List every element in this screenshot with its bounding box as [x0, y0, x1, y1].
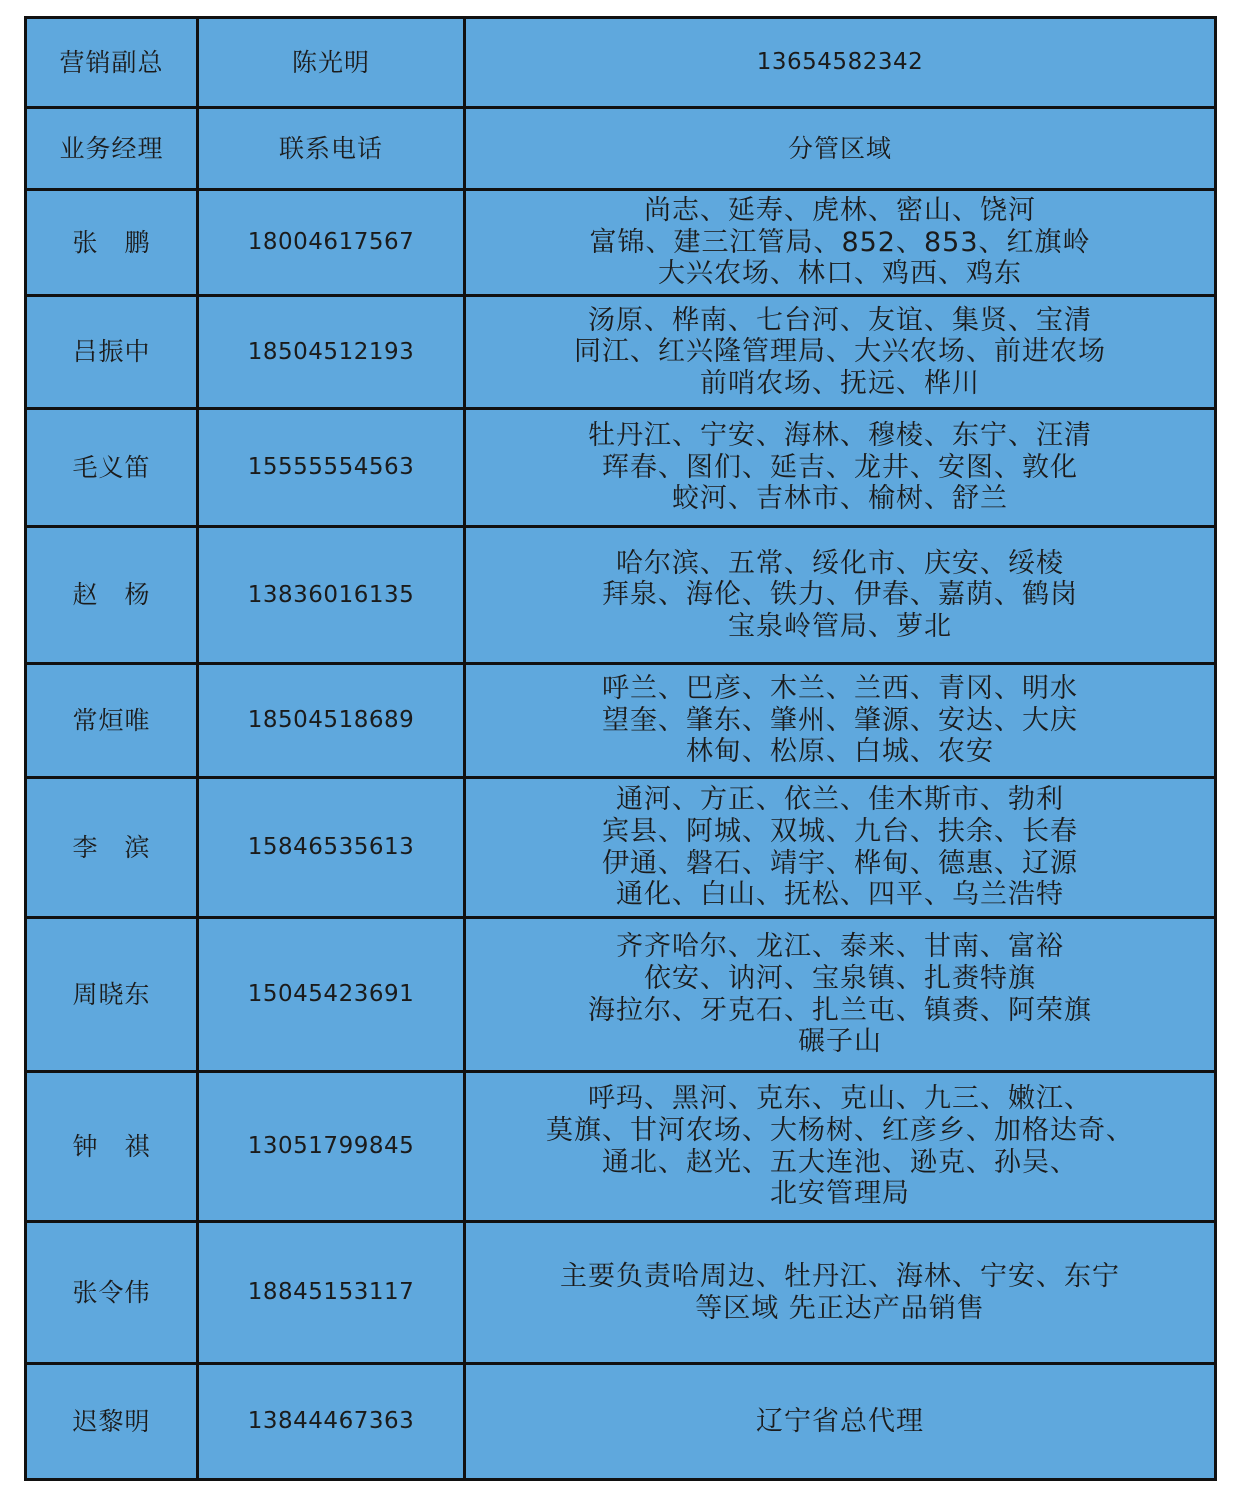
manager-name: 毛义笛: [26, 409, 198, 527]
region-line: 宾县、阿城、双城、九台、扶余、长春: [602, 815, 1078, 847]
region-line: 哈尔滨、五常、绥化市、庆安、绥棱: [616, 547, 1064, 579]
column-header-phone: 联系电话: [198, 108, 465, 190]
region-cell: [465, 664, 1216, 778]
region-line: 主要负责哈周边、牡丹江、海林、宁安、东宁: [560, 1260, 1120, 1292]
region-line: 等区域 先正达产品销售: [695, 1292, 985, 1324]
region-cell: [465, 1222, 1216, 1364]
table-row: [26, 778, 1216, 918]
region-line: 依安、讷河、宝泉镇、扎赉特旗: [644, 962, 1036, 994]
column-header-manager: 业务经理: [26, 108, 198, 190]
manager-name: 赵 杨: [26, 527, 198, 664]
region-cell: [465, 527, 1216, 664]
region-line: 富锦、建三江管局、852、853、红旗岭: [589, 226, 1091, 258]
manager-name: 吕振中: [26, 296, 198, 409]
region-line: 齐齐哈尔、龙江、泰来、甘南、富裕: [616, 931, 1064, 963]
region-line: 前哨农场、抚远、桦川: [700, 367, 980, 399]
region-line: 辽宁省总代理: [756, 1405, 924, 1437]
manager-phone: 15045423691: [198, 918, 465, 1072]
table-row: [26, 1222, 1216, 1364]
region-line: 林甸、松原、白城、农安: [686, 736, 994, 768]
region-cell: [465, 1072, 1216, 1222]
manager-phone: 18504512193: [198, 296, 465, 409]
region-line: 同江、红兴隆管理局、大兴农场、前进农场: [574, 336, 1106, 368]
region-cell: [465, 190, 1216, 296]
region-line: 通北、赵光、五大连池、逊克、孙吴、: [602, 1146, 1078, 1178]
region-line: 蛟河、吉林市、榆树、舒兰: [672, 483, 1008, 515]
table-row: [26, 296, 1216, 409]
manager-name: 张 鹏: [26, 190, 198, 296]
contact-table: [24, 16, 1217, 1481]
vp-phone: 13654582342: [465, 18, 1216, 108]
region-line: 拜泉、海伦、铁力、伊春、嘉荫、鹤岗: [602, 579, 1078, 611]
table-row: [26, 527, 1216, 664]
manager-name: 钟 祺: [26, 1072, 198, 1222]
manager-phone: 13836016135: [198, 527, 465, 664]
region-line: 海拉尔、牙克石、扎兰屯、镇赉、阿荣旗: [588, 994, 1092, 1026]
region-line: 呼玛、黑河、克东、克山、九三、嫩江、: [588, 1083, 1092, 1115]
vp-row: [26, 18, 1216, 108]
region-line: 莫旗、甘河农场、大杨树、红彦乡、加格达奇、: [546, 1114, 1134, 1146]
manager-phone: 15846535613: [198, 778, 465, 918]
manager-phone: 13844467363: [198, 1364, 465, 1480]
table-row: [26, 190, 1216, 296]
region-cell: [465, 778, 1216, 918]
region-line: 望奎、肇东、肇州、肇源、安达、大庆: [602, 704, 1078, 736]
manager-name: 周晓东: [26, 918, 198, 1072]
table-row: [26, 409, 1216, 527]
region-line: 通河、方正、依兰、佳木斯市、勃利: [616, 784, 1064, 816]
manager-name: 张令伟: [26, 1222, 198, 1364]
table-row: [26, 918, 1216, 1072]
region-line: 伊通、磐石、靖宇、桦甸、德惠、辽源: [602, 847, 1078, 879]
region-line: 呼兰、巴彦、木兰、兰西、青冈、明水: [602, 673, 1078, 705]
region-line: 宝泉岭管局、萝北: [728, 610, 952, 642]
manager-name: 常烜唯: [26, 664, 198, 778]
region-cell: [465, 409, 1216, 527]
column-header-region: 分管区域: [465, 108, 1216, 190]
table-row: [26, 664, 1216, 778]
manager-phone: 15555554563: [198, 409, 465, 527]
vp-name: 陈光明: [198, 18, 465, 108]
table-row: [26, 1072, 1216, 1222]
region-line: 北安管理局: [770, 1178, 910, 1210]
manager-name: 迟黎明: [26, 1364, 198, 1480]
manager-phone: 18845153117: [198, 1222, 465, 1364]
manager-phone: 13051799845: [198, 1072, 465, 1222]
manager-phone: 18504518689: [198, 664, 465, 778]
vp-role-label: 营销副总: [26, 18, 198, 108]
region-line: 牡丹江、宁安、海林、穆棱、东宁、汪清: [588, 420, 1092, 452]
region-cell: [465, 1364, 1216, 1480]
region-line: 珲春、图们、延吉、龙井、安图、敦化: [602, 451, 1078, 483]
table-row: [26, 1364, 1216, 1480]
manager-name: 李 滨: [26, 778, 198, 918]
region-line: 尚志、延寿、虎林、密山、饶河: [644, 195, 1036, 227]
region-line: 大兴农场、林口、鸡西、鸡东: [658, 258, 1022, 290]
region-cell: [465, 918, 1216, 1072]
region-line: 通化、白山、抚松、四平、乌兰浩特: [616, 879, 1064, 911]
column-header-row: [26, 108, 1216, 190]
manager-phone: 18004617567: [198, 190, 465, 296]
region-line: 汤原、桦南、七台河、友谊、集贤、宝清: [588, 304, 1092, 336]
region-cell: [465, 296, 1216, 409]
region-line: 碾子山: [798, 1026, 882, 1058]
